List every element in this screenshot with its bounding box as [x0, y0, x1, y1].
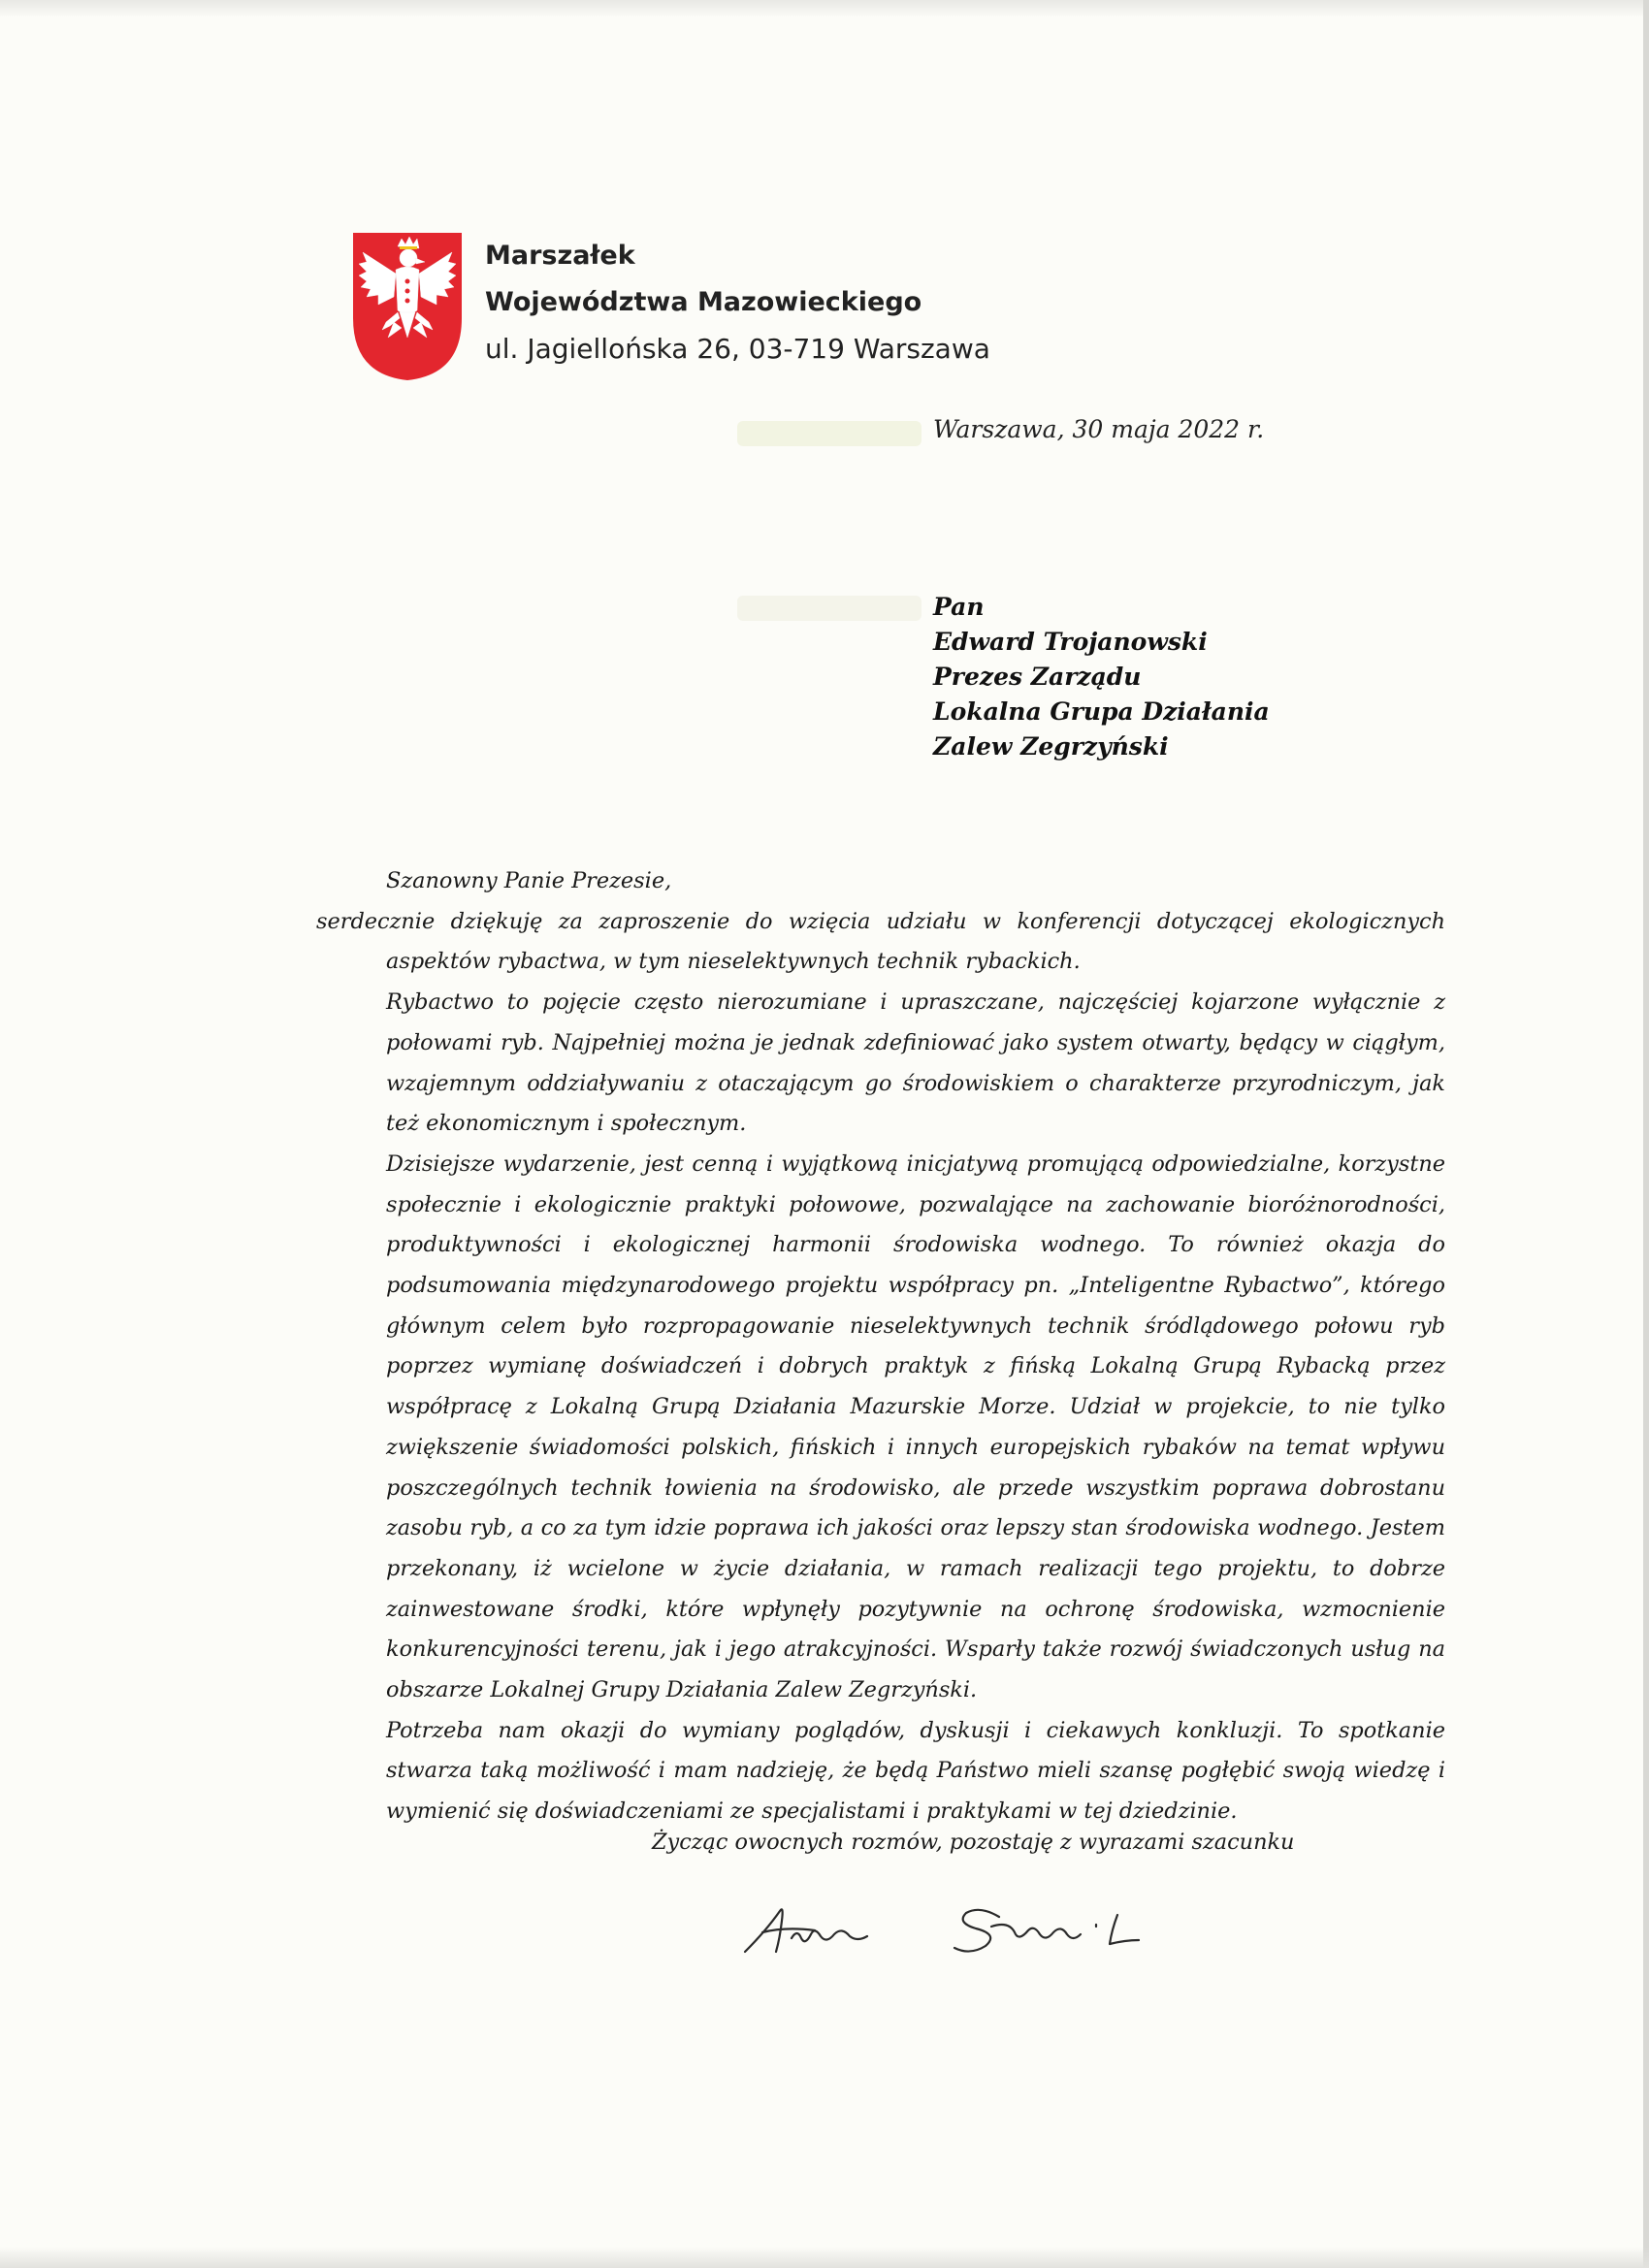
- mazovia-eagle-coat-of-arms-icon: [349, 229, 466, 382]
- body-paragraph-4: Potrzeba nam okazji do wymiany poglądów, dyskusji i ciekawych konkluzji. To spotkanie stwarza taką możliwość i mam nadzieję, że będą Państwo mieli szansę pogłębić swoją wiedzę i wymienić się doświadczeniami ze specjalistami i praktykami w tej dziedzinie.: [386, 1717, 1445, 1825]
- scan-edge-bottom: [0, 2247, 1649, 2268]
- addressee-line: Pan: [933, 593, 985, 621]
- closing-phrase: Życząc owocnych rozmów, pozostaję z wyrazami szacunku: [652, 1830, 1295, 1855]
- body-paragraph-2: Rybactwo to pojęcie często nierozumiane i upraszczane, najczęściej kojarzone wyłącznie z połowami ryb. Najpełniej można je jednak zdefiniować jako system otwarty, będący w ciągłym, wzajemnym oddziaływaniu z otaczającym go środowiskiem o charakterze przyrodniczym, jak też ekonomicznym i społecznym.: [386, 989, 1445, 1137]
- faded-reference-stamp: [737, 421, 922, 446]
- addressee-block: [933, 590, 1270, 764]
- body-paragraph-3: Dzisiejsze wydarzenie, jest cenną i wyjątkową inicjatywą promującą odpowiedzialne, korzystne społecznie i ekologicznie praktyki połowowe, pozwalające na zachowanie bioróżnorodności, produktywności i ekologicznej harmonii środowiska wodnego. To również okazja do podsumowania międzynarodowego projektu współpracy pn. „Inteligentne Rybactwo”, którego głównym celem było rozpropagowanie nieselektywnych technik śródlądowego połowu ryb poprzez wymianę doświadczeń i dobrych praktyk z fińską Lokalną Grupą Rybacką przez współpracę z Lokalną Grupą Działania Mazurskie Morze. Udział w projekcie, to nie tylko zwiększenie świadomości polskich, fińskich i innych europejskich rybaków na temat wpływu poszczególnych technik łowienia na środowisko, ale przede wszystkim poprawa dobrostanu zasobu ryb, a co za tym idzie poprawa ich jakości oraz lepszy stan środowiska wodnego. Jestem przekonany, iż wcielone w życie działania, w ramach realizacji tego projektu, to dobrze zainwestowane środki, które wpłynęły pozytywnie na ochronę środowiska, wzmocnienie konkurencyjności terenu, jak i jego atrakcyjności. Wsparły także rozwój świadczonych usług na obszarze Lokalnej Grupy Działania Zalew Zegrzyński.: [386, 1150, 1445, 1703]
- addressee-line: Lokalna Grupa Działania: [933, 697, 1270, 726]
- faded-reference-stamp: [737, 596, 922, 621]
- addressee-line: Prezes Zarządu: [933, 663, 1142, 691]
- addressee-line: Edward Trojanowski: [933, 628, 1208, 656]
- letter-date: Warszawa, 30 maja 2022 r.: [933, 415, 1265, 443]
- salutation: Szanowny Panie Prezesie,: [386, 868, 672, 893]
- letterhead-title-line2: Województwa Mazowieckiego: [485, 287, 922, 317]
- letterhead-text: [485, 233, 990, 373]
- addressee-line: Zalew Zegrzyński: [933, 732, 1169, 761]
- scan-edge-right: [1643, 0, 1649, 2268]
- letterhead-title-line1: Marszałek: [485, 241, 635, 271]
- letterhead: [349, 229, 1028, 384]
- body-paragraph-1: serdecznie dziękuję za zaproszenie do wzięcia udziału w konferencji dotyczącej ekologicznych aspektów rybactwa, w tym nieselektywnych technik rybackich.: [316, 908, 1445, 975]
- letterhead-address: ul. Jagiellońska 26, 03-719 Warszawa: [485, 333, 990, 365]
- scan-edge-top: [0, 0, 1649, 17]
- handwritten-signature: [737, 1892, 1222, 1969]
- letter-body: [316, 861, 1445, 1832]
